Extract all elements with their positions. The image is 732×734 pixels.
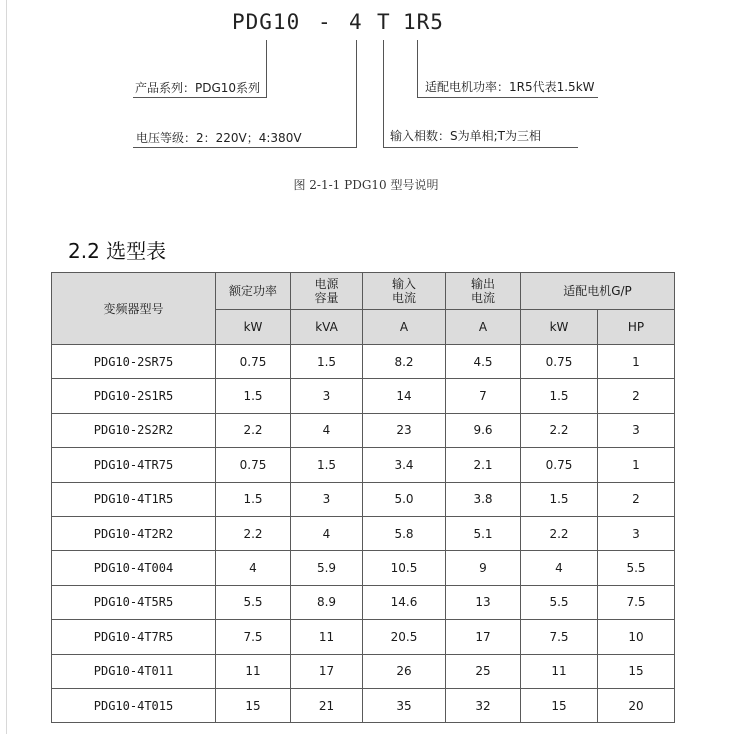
value-cell: 2 — [598, 482, 675, 516]
code-power: 1R5 — [403, 10, 444, 34]
model-cell: PDG10-4T011 — [52, 654, 216, 688]
header-output-current: 输出 电流 — [446, 273, 521, 310]
value-cell: 17 — [291, 654, 363, 688]
value-cell: 20 — [598, 688, 675, 722]
value-cell: 17 — [446, 620, 521, 654]
value-cell: 2.1 — [446, 448, 521, 482]
value-cell: 14 — [363, 379, 446, 413]
model-cell: PDG10-4T2R2 — [52, 516, 216, 550]
phase-annotation: 输入相数：S为单相;T为三相 — [390, 129, 541, 143]
table-row — [52, 345, 675, 379]
value-cell: 10 — [598, 620, 675, 654]
value-cell: 3 — [291, 482, 363, 516]
model-cell: PDG10-4TR75 — [52, 448, 216, 482]
table-row — [52, 654, 675, 688]
power-leader-vertical — [417, 40, 418, 97]
value-cell: 5.8 — [363, 516, 446, 550]
value-cell: 10.5 — [363, 551, 446, 585]
value-cell: 0.75 — [521, 345, 598, 379]
value-cell: 3 — [598, 516, 675, 550]
table-body — [52, 345, 675, 723]
value-cell: 1 — [598, 345, 675, 379]
value-cell: 8.2 — [363, 345, 446, 379]
model-code-diagram — [0, 0, 732, 210]
table-row — [52, 413, 675, 447]
value-cell: 1.5 — [216, 379, 291, 413]
value-cell: 3 — [598, 413, 675, 447]
header-supply-capacity: 电源 容量 — [291, 273, 363, 310]
unit-cell: HP — [598, 310, 675, 345]
value-cell: 4 — [291, 413, 363, 447]
value-cell: 35 — [363, 688, 446, 722]
value-cell: 1.5 — [521, 482, 598, 516]
model-cell: PDG10-4T015 — [52, 688, 216, 722]
table-row — [52, 620, 675, 654]
value-cell: 5.5 — [216, 585, 291, 619]
value-cell: 14.6 — [363, 585, 446, 619]
value-cell: 4.5 — [446, 345, 521, 379]
value-cell: 2.2 — [216, 413, 291, 447]
selection-table — [51, 272, 675, 723]
header-input-current: 输入 电流 — [363, 273, 446, 310]
table-row — [52, 551, 675, 585]
value-cell: 1.5 — [216, 482, 291, 516]
model-cell: PDG10-4T1R5 — [52, 482, 216, 516]
value-cell: 7.5 — [216, 620, 291, 654]
value-cell: 3 — [291, 379, 363, 413]
value-cell: 7 — [446, 379, 521, 413]
header-model: 变频器型号 — [52, 273, 216, 345]
value-cell: 9 — [446, 551, 521, 585]
model-cell: PDG10-4T7R5 — [52, 620, 216, 654]
value-cell: 20.5 — [363, 620, 446, 654]
value-cell: 1.5 — [291, 345, 363, 379]
value-cell: 8.9 — [291, 585, 363, 619]
table-row — [52, 448, 675, 482]
value-cell: 11 — [291, 620, 363, 654]
voltage-annotation: 电压等级：2：220V；4:380V — [136, 131, 302, 145]
value-cell: 0.75 — [216, 345, 291, 379]
value-cell: 23 — [363, 413, 446, 447]
series-annotation: 产品系列：PDG10系列 — [135, 81, 261, 95]
unit-cell: kVA — [291, 310, 363, 345]
unit-cell: kW — [521, 310, 598, 345]
value-cell: 21 — [291, 688, 363, 722]
value-cell: 2.2 — [521, 516, 598, 550]
series-leader-horizontal — [133, 97, 267, 98]
value-cell: 4 — [521, 551, 598, 585]
unit-cell: kW — [216, 310, 291, 345]
value-cell: 3.8 — [446, 482, 521, 516]
model-cell: PDG10-2S2R2 — [52, 413, 216, 447]
table-row — [52, 516, 675, 550]
phase-leader-horizontal — [383, 147, 578, 148]
table-row — [52, 585, 675, 619]
table-row — [52, 688, 675, 722]
phase-leader-vertical — [383, 40, 384, 148]
value-cell: 11 — [216, 654, 291, 688]
code-dash: - — [318, 10, 332, 34]
value-cell: 11 — [521, 654, 598, 688]
series-leader-vertical — [266, 40, 267, 97]
unit-cell: A — [446, 310, 521, 345]
power-leader-horizontal — [417, 97, 598, 98]
value-cell: 0.75 — [216, 448, 291, 482]
value-cell: 13 — [446, 585, 521, 619]
value-cell: 15 — [521, 688, 598, 722]
code-phase: T — [377, 10, 391, 34]
value-cell: 1.5 — [521, 379, 598, 413]
value-cell: 5.1 — [446, 516, 521, 550]
header-rated-power: 额定功率 — [216, 273, 291, 310]
value-cell: 5.5 — [521, 585, 598, 619]
value-cell: 5.0 — [363, 482, 446, 516]
value-cell: 7.5 — [521, 620, 598, 654]
value-cell: 32 — [446, 688, 521, 722]
figure-caption: 图 2-1-1 PDG10 型号说明 — [293, 178, 439, 192]
power-annotation: 适配电机功率：1R5代表1.5kW — [425, 80, 595, 94]
section-heading: 2.2 选型表 — [68, 239, 167, 263]
value-cell: 15 — [216, 688, 291, 722]
value-cell: 26 — [363, 654, 446, 688]
value-cell: 15 — [598, 654, 675, 688]
value-cell: 25 — [446, 654, 521, 688]
value-cell: 2.2 — [216, 516, 291, 550]
value-cell: 5.5 — [598, 551, 675, 585]
header-motor: 适配电机G/P — [521, 273, 675, 310]
code-voltage: 4 — [349, 10, 363, 34]
code-series: PDG10 — [232, 10, 301, 34]
table-row — [52, 482, 675, 516]
value-cell: 4 — [291, 516, 363, 550]
value-cell: 2.2 — [521, 413, 598, 447]
model-cell: PDG10-4T5R5 — [52, 585, 216, 619]
value-cell: 3.4 — [363, 448, 446, 482]
value-cell: 7.5 — [598, 585, 675, 619]
value-cell: 9.6 — [446, 413, 521, 447]
value-cell: 0.75 — [521, 448, 598, 482]
value-cell: 2 — [598, 379, 675, 413]
model-cell: PDG10-2S1R5 — [52, 379, 216, 413]
value-cell: 1 — [598, 448, 675, 482]
value-cell: 1.5 — [291, 448, 363, 482]
value-cell: 4 — [216, 551, 291, 585]
voltage-leader-horizontal — [133, 147, 357, 148]
value-cell: 5.9 — [291, 551, 363, 585]
model-cell: PDG10-4T004 — [52, 551, 216, 585]
voltage-leader-vertical — [356, 40, 357, 148]
table-row — [52, 379, 675, 413]
unit-cell: A — [363, 310, 446, 345]
model-cell: PDG10-2SR75 — [52, 345, 216, 379]
